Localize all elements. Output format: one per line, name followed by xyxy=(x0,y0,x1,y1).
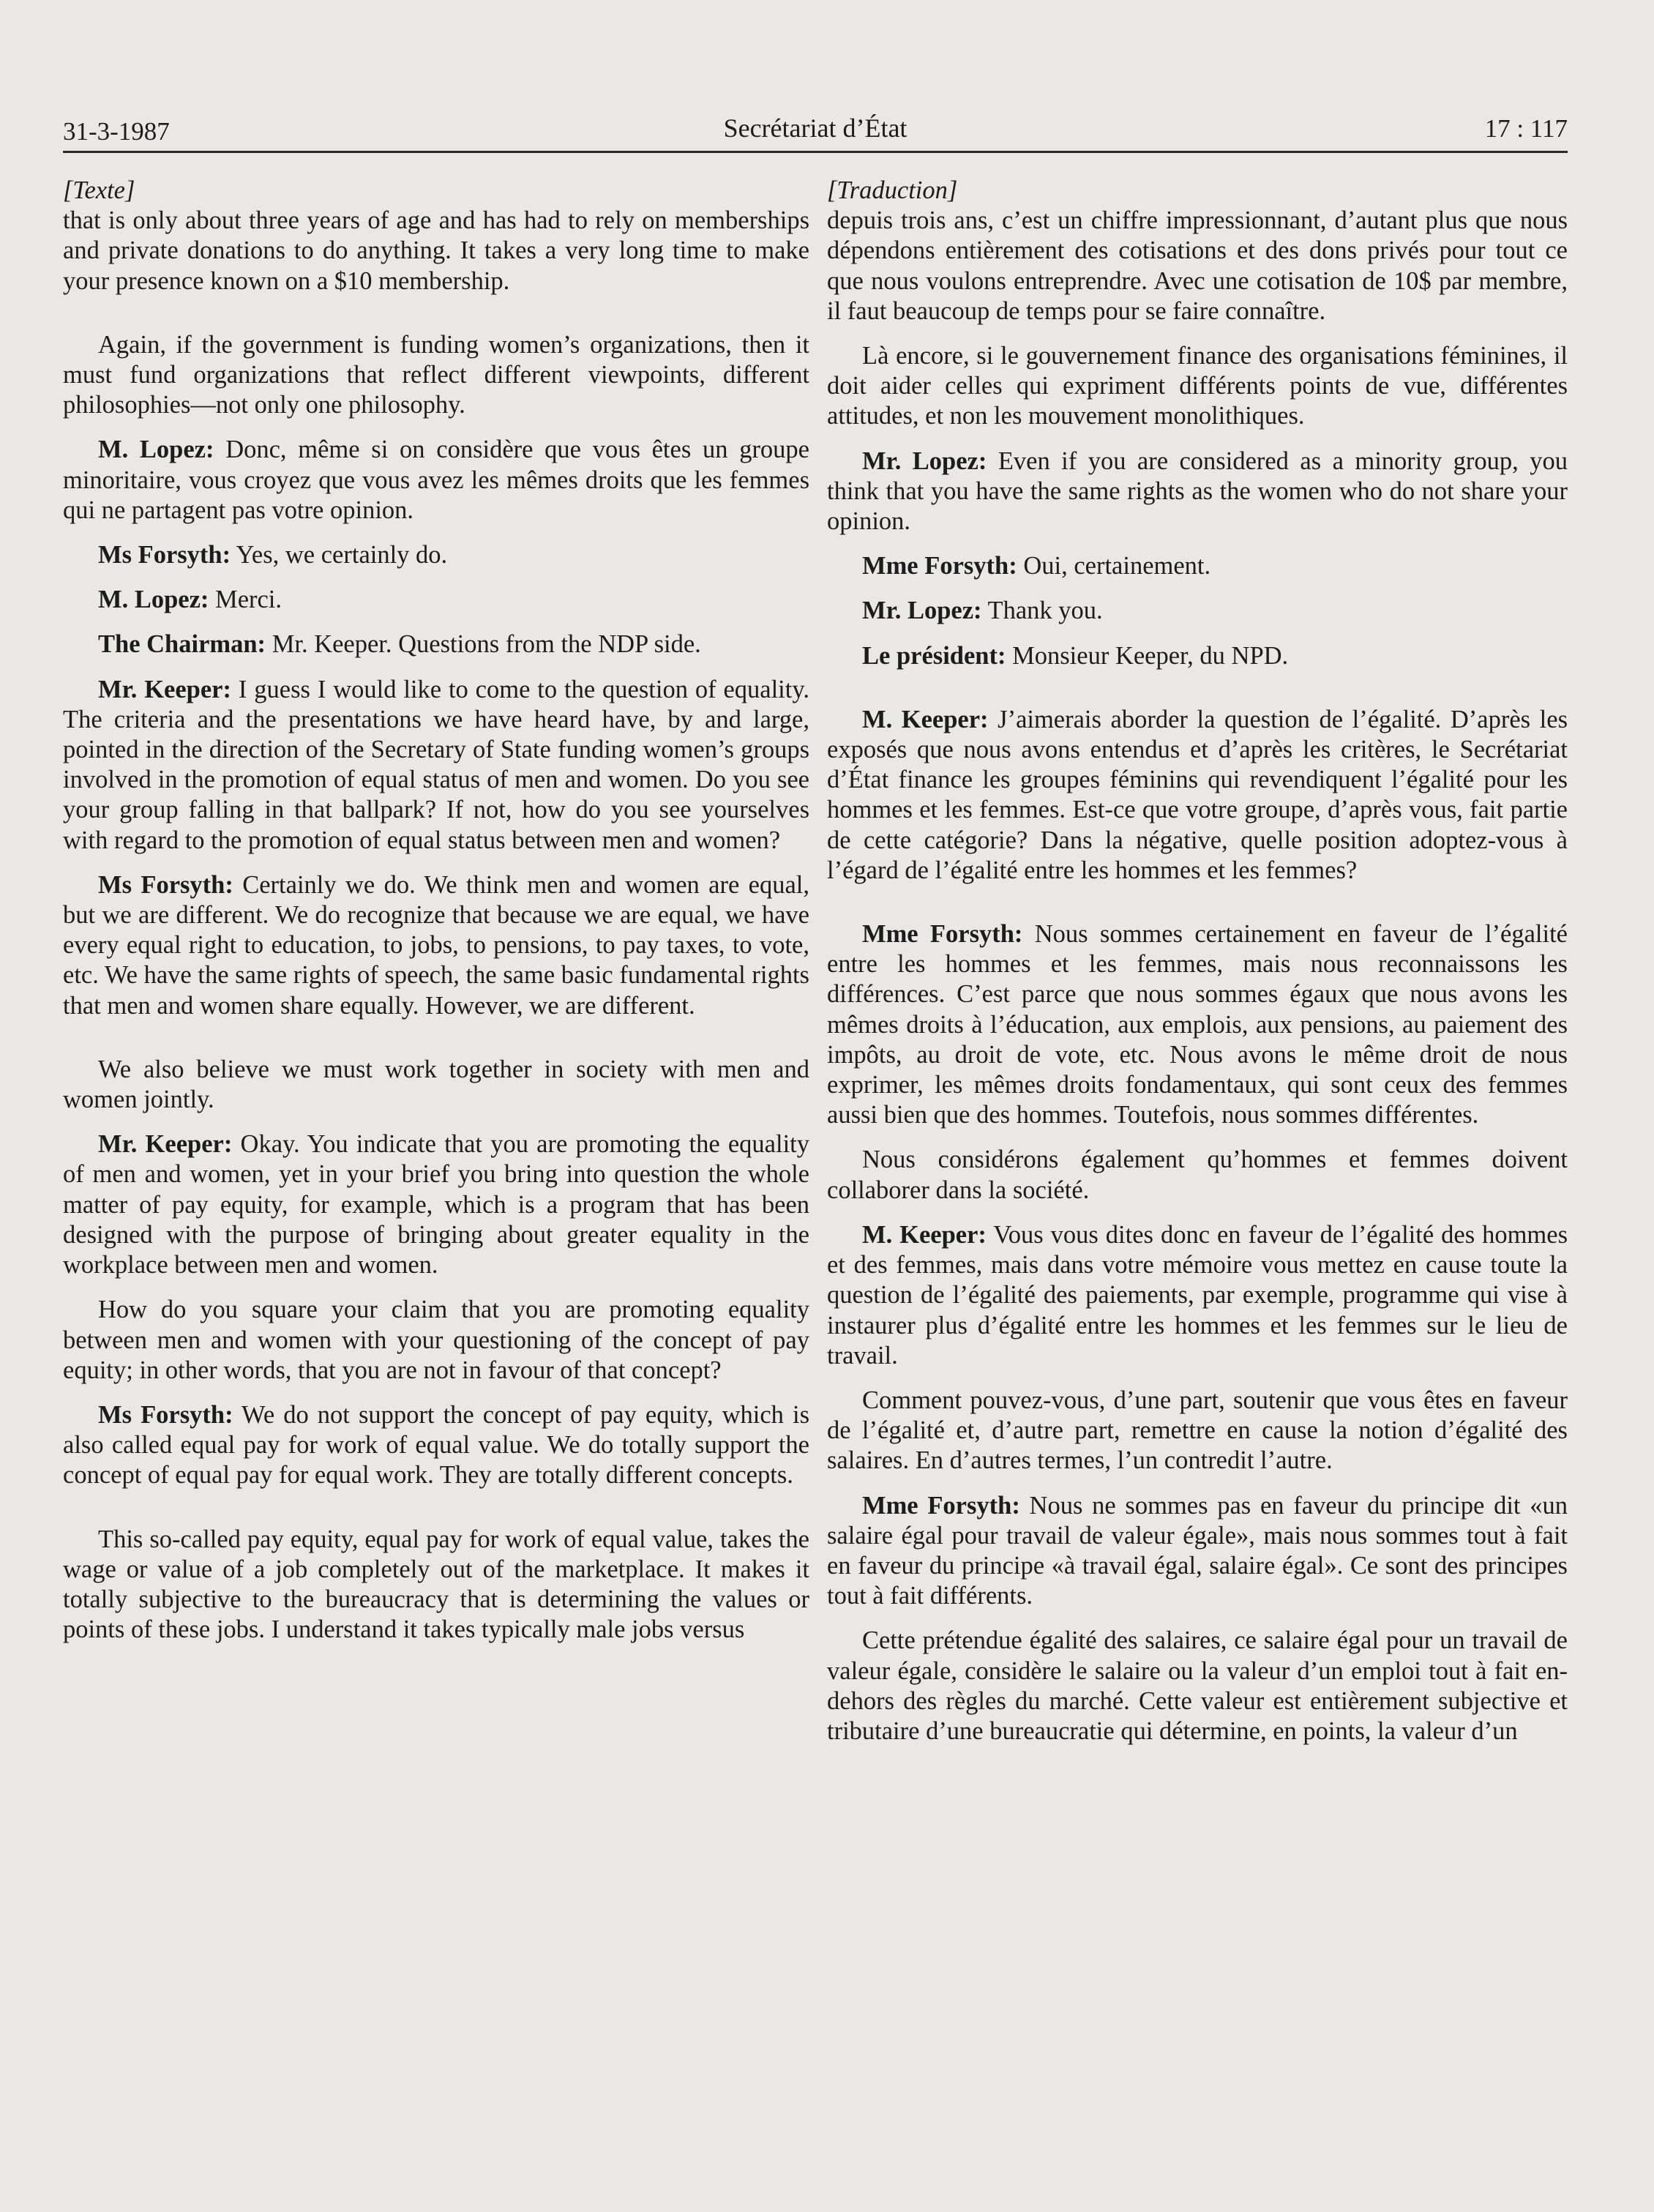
paragraph: Comment pouvez-vous, d’une part, soutenir que vous êtes en faveur de l’égalité et, d’autre part, remettre en cause la notion d’égalité des salaires. En d’autres termes, l’un contredit l’autre. xyxy=(827,1386,1568,1475)
paragraph: depuis trois ans, c’est un chiffre impressionnant, d’autant plus que nous dépendons entièrement des cotisations et des dons privés pour tout ce que nous voulons entreprendre. Avec une cotisation de 10$ par membre, il faut beaucoup de temps pour se faire connaître. xyxy=(827,206,1568,325)
page-header xyxy=(63,102,1568,153)
speech-text: Thank you. xyxy=(981,597,1103,625)
speech-paragraph xyxy=(827,596,1568,626)
header-date: 31-3-1987 xyxy=(63,117,170,146)
speech-text: Vous vous dites donc en faveur de l’égalité des hommes et des femmes, mais dans votre mémoire vous mettez en cause toute la question de l’égalité des paiements, par exemple, programme qui vise à instaurer plus d’égalité entre les hommes et les femmes sur le lieu de travail. xyxy=(827,1220,1568,1370)
speech-paragraph xyxy=(63,1400,809,1491)
english-column xyxy=(63,176,809,1659)
column-label-texte: [Texte] xyxy=(63,176,135,204)
speech-paragraph xyxy=(63,629,809,660)
speech-paragraph xyxy=(63,870,809,1021)
speech-paragraph xyxy=(827,919,1568,1130)
speech-text: Okay. You indicate that you are promoting the equality of men and women, yet in your brief you bring into question the whole matter of pay equity, for example, which is a program that has been designed with the purpose of bringing about greater equality in the workplace between men and women. xyxy=(63,1130,809,1279)
speech-paragraph xyxy=(63,540,809,570)
speech-paragraph xyxy=(63,1129,809,1280)
speech-text: J’aimerais aborder la question de l’égalité. D’après les exposés que nous avons entendus et d’après les critères, le Secrétariat d’État finance les groupes féminins qui revendiquent l’égalité pour les hommes et les femmes. Est-ce que votre groupe, d’après vous, fait partie de cette catégorie? Dans la négative, quelle position adoptez-vous à l’égard de l’égalité entre les hommes et les femmes? xyxy=(827,705,1568,884)
speech-paragraph xyxy=(827,551,1568,581)
speaker-name: M. Keeper: xyxy=(862,1220,987,1249)
speaker-name: Mme Forsyth: xyxy=(862,920,1023,949)
speaker-name: M. Keeper: xyxy=(862,705,989,733)
speaker-name: Ms Forsyth: xyxy=(98,1400,233,1429)
speaker-name: Mme Forsyth: xyxy=(862,552,1017,580)
speech-text: I guess I would like to come to the question of equality. The criteria and the presentations we have heard have, by and large, pointed in the direction of the Secretary of State funding women’s groups involved in the promotion of equal status of men and women. Do you see your group falling in that ballpark? If not, how do you see yourselves with regard to the promotion of equal status between men and women? xyxy=(63,675,809,854)
speech-text: Monsieur Keeper, du NPD. xyxy=(1006,641,1289,670)
speaker-name: Ms Forsyth: xyxy=(98,870,233,899)
paragraph: We also believe we must work together in society with men and women jointly. xyxy=(63,1055,809,1114)
speech-text: Certainly we do. We think men and women are equal, but we are different. We do recognize that because we are equal, we have every equal right to education, to jobs, to pensions, to pay taxes, to vote, etc. We have the same rights of speech, the same basic fundamental rights that men and women share equally. However, we are different. xyxy=(63,870,810,1020)
speech-paragraph xyxy=(827,1220,1568,1371)
speech-text: Nous sommes certainement en faveur de l’égalité entre les hommes et les femmes, mais nous reconnaissons les différences. C’est parce que nous sommes égaux que nous avons les mêmes droits à l’éducation, aux emplois, aux pensions, au paiement des impôts, au droit de vote, etc. Nous avons le même droit de nous exprimer, les mêmes droits fondamentaux, qui sont ceux des femmes aussi bien que des hommes. Toutefois, nous sommes différentes. xyxy=(827,920,1568,1129)
speech-text: Merci. xyxy=(209,586,282,614)
speech-paragraph xyxy=(63,585,809,615)
speaker-name: Mr. Keeper: xyxy=(98,1130,233,1159)
speech-paragraph xyxy=(827,1491,1568,1612)
speech-paragraph xyxy=(63,675,809,856)
speech-text: We do not support the concept of pay equity, which is also called equal pay for work of equal value. We do totally support the concept of equal pay for equal work. They are totally different concepts. xyxy=(63,1400,809,1490)
speaker-name: The Chairman: xyxy=(98,630,266,659)
speech-text: Donc, même si on considère que vous êtes un groupe minoritaire, vous croyez que vous avez les mêmes droits que les femmes qui ne partagent pas votre opinion. xyxy=(63,436,809,524)
speaker-name: Le président: xyxy=(862,641,1006,670)
speech-text: Mr. Keeper. Questions from the NDP side. xyxy=(266,630,701,659)
speech-paragraph xyxy=(827,641,1568,671)
speech-text: Even if you are considered as a minority group, you think that you have the same rights as the women who do not share your opinion. xyxy=(827,446,1568,536)
paragraph: Nous considérons également qu’hommes et femmes doivent collaborer dans la société. xyxy=(827,1146,1568,1204)
french-column xyxy=(827,176,1568,1761)
paragraph: How do you square your claim that you are promoting equality between men and women with your questioning of the concept of pay equity; in other words, that you are not in favour of that concept? xyxy=(63,1296,809,1384)
speech-paragraph xyxy=(827,446,1568,537)
speech-text: Yes, we certainly do. xyxy=(231,541,448,569)
paragraph: Again, if the government is funding women’s organizations, then it must fund organizations that reflect different viewpoints, different philosophies—not only one philosophy. xyxy=(63,330,809,419)
speaker-name: Mr. Lopez: xyxy=(862,446,987,475)
paragraph: Là encore, si le gouvernement finance des organisations féminines, il doit aider celles qui expriment différents points de vue, différentes attitudes, et non les mouvement monolithiques. xyxy=(827,342,1568,430)
paragraph: This so-called pay equity, equal pay for work of equal value, takes the wage or value of a job completely out of the marketplace. It makes it totally subjective to the bureaucracy that is determining the values or points of these jobs. I understand it takes typically male jobs versus xyxy=(63,1525,809,1644)
speaker-name: Mme Forsyth: xyxy=(862,1491,1020,1520)
paragraph: Cette prétendue égalité des salaires, ce salaire égal pour un travail de valeur égale, considère le salaire ou la valeur d’un emploi tout à fait en-dehors des règles du marché. Cette valeur est entièrement subjective et tributaire d’une bureaucratie qui détermine, en points, la valeur d’un xyxy=(827,1626,1568,1745)
speaker-name: Ms Forsyth: xyxy=(98,541,231,569)
speech-paragraph xyxy=(827,705,1568,886)
header-title: Secrétariat d’État xyxy=(723,113,908,143)
speech-text: Nous ne sommes pas en faveur du principe dit «un salaire égal pour travail de valeur égale», mais nous sommes tout à fait en faveur du principe «à travail égal, salaire égal». Ce sont des principes tout à fait différents. xyxy=(827,1491,1568,1610)
paragraph: that is only about three years of age and has had to rely on memberships and private donations to do anything. It takes a very long time to make your presence known on a $10 membership. xyxy=(63,206,809,295)
speaker-name: Mr. Lopez: xyxy=(862,597,982,625)
speaker-name: M. Lopez: xyxy=(98,586,209,614)
column-label-traduction: [Traduction] xyxy=(827,176,958,204)
speech-paragraph xyxy=(63,435,809,526)
speech-text: Oui, certainement. xyxy=(1017,552,1211,580)
speaker-name: M. Lopez: xyxy=(98,436,214,464)
header-page-number: 17 : 117 xyxy=(1484,114,1568,143)
speaker-name: Mr. Keeper: xyxy=(98,675,231,703)
